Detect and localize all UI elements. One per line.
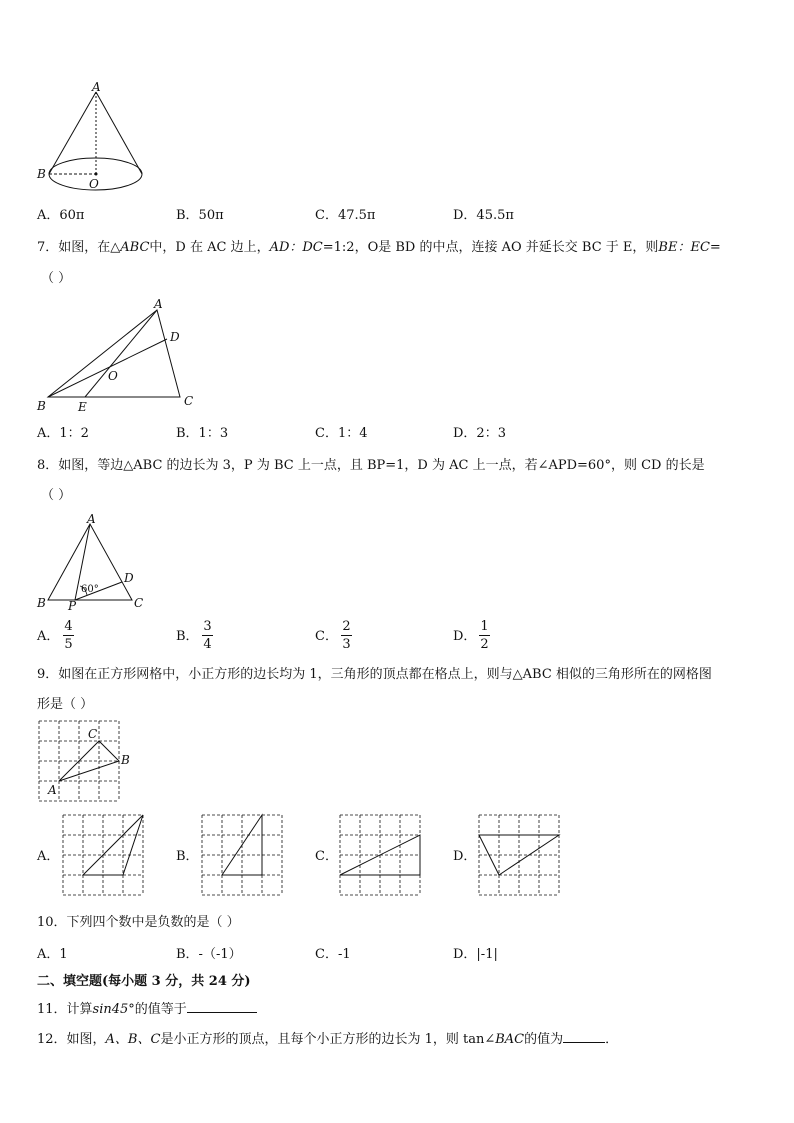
q12-answer-blank[interactable] bbox=[563, 1029, 605, 1043]
q9-option-b-grid bbox=[199, 812, 285, 898]
q11-stem bbox=[37, 999, 257, 1019]
q8-label-p: P bbox=[68, 599, 77, 613]
q9-option-a-letter: A． bbox=[37, 849, 60, 864]
q9-stem-line2: 形是（ ） bbox=[37, 697, 94, 712]
q7-triangle-abc bbox=[48, 310, 180, 397]
q8-option-a-fraction bbox=[63, 619, 74, 652]
q8-option-b-letter: B． bbox=[176, 629, 199, 644]
q6-option-c: C．47.5π bbox=[315, 208, 376, 223]
q10-option-c: C．-1 bbox=[315, 947, 351, 962]
q7-segment-bd bbox=[48, 339, 167, 397]
q11-expression: sin45° bbox=[92, 1002, 135, 1017]
q8-label-angle: 60° bbox=[81, 584, 99, 595]
q8-option-d-den: 2 bbox=[480, 637, 489, 652]
q8-label-d: D bbox=[124, 571, 134, 585]
q12-stem bbox=[37, 1029, 618, 1049]
q9-option-d-letter: D． bbox=[453, 849, 477, 864]
q9-option-a-grid bbox=[60, 812, 146, 898]
q9-option-c-grid bbox=[337, 812, 423, 898]
q12-end: ． bbox=[605, 1032, 619, 1047]
q7-ratio2: BE：EC bbox=[658, 240, 710, 255]
q9-label-c: C bbox=[88, 727, 98, 741]
cone-label-a: A bbox=[92, 80, 101, 94]
q6-option-a: A．60π bbox=[37, 208, 85, 223]
q8-option-c-num: 2 bbox=[342, 619, 351, 634]
q10-option-b: B．-（-1） bbox=[176, 947, 242, 962]
q7-stem bbox=[37, 239, 721, 257]
q12-points: A、B、C bbox=[105, 1032, 161, 1047]
q9-option-c-letter: C． bbox=[315, 849, 338, 864]
q7-option-c: C．1：4 bbox=[315, 426, 368, 441]
q7-segment-ae bbox=[85, 310, 157, 397]
q7-stem-pre: 7．如图，在△ bbox=[37, 240, 121, 255]
q8-option-d-fraction bbox=[479, 619, 490, 652]
q9-option-d-grid bbox=[476, 812, 562, 898]
q7-label-o: O bbox=[108, 369, 118, 383]
q7-option-b: B．1：3 bbox=[176, 426, 229, 441]
q9-option-a-triangle bbox=[83, 815, 143, 875]
q7-triangle-figure bbox=[34, 296, 204, 416]
q7-label-e: E bbox=[78, 400, 87, 414]
cone-figure bbox=[34, 82, 154, 194]
q12-mid: 是小正方形的顶点，且每个小正方形的边长为 1，则 tan∠ bbox=[160, 1032, 496, 1047]
q8-stem: 8．如图，等边△ABC 的边长为 3，P 为 BC 上一点，且 BP=1，D 为 AC 上一点，若∠APD=60°，则 CD 的长是 bbox=[37, 458, 705, 473]
q11-pre: 11．计算 bbox=[37, 1002, 93, 1017]
q10-option-d: D．|-1| bbox=[453, 947, 498, 962]
q7-label-d: D bbox=[170, 330, 180, 344]
q10-stem: 10．下列四个数中是负数的是（ ） bbox=[37, 915, 240, 930]
q12-angle: BAC bbox=[495, 1032, 525, 1047]
q12-post: 的值为 bbox=[524, 1032, 564, 1047]
cone-center-dot bbox=[95, 173, 98, 176]
q7-triangle-name: ABC bbox=[120, 240, 150, 255]
q8-label-b: B bbox=[37, 596, 46, 610]
q8-label-c: C bbox=[134, 596, 144, 610]
cone-label-o: O bbox=[89, 177, 99, 191]
q7-label-c: C bbox=[184, 394, 194, 408]
q8-option-a-num: 4 bbox=[64, 619, 73, 634]
q8-option-a-letter: A． bbox=[37, 629, 60, 644]
q9-label-a: A bbox=[48, 783, 57, 797]
q7-option-d: D．2：3 bbox=[453, 426, 506, 441]
q6-option-d: D．45.5π bbox=[453, 208, 514, 223]
q8-answer-paren: （ ） bbox=[41, 488, 72, 503]
q9-option-b-letter: B． bbox=[176, 849, 199, 864]
q8-option-d-letter: D． bbox=[453, 629, 477, 644]
q8-option-c-letter: C． bbox=[315, 629, 338, 644]
q7-answer-paren: （ ） bbox=[41, 271, 72, 286]
cone-label-b: B bbox=[37, 167, 46, 181]
cone-right-slant bbox=[96, 92, 142, 174]
q7-ratio: AD：DC bbox=[269, 240, 323, 255]
q11-answer-blank[interactable] bbox=[187, 999, 257, 1013]
q12-pre: 12．如图， bbox=[37, 1032, 106, 1047]
q7-option-a: A．1：2 bbox=[37, 426, 89, 441]
q7-label-a: A bbox=[154, 297, 163, 311]
q8-option-b-den: 4 bbox=[203, 637, 212, 652]
q8-option-b-fraction bbox=[202, 619, 213, 652]
q8-option-b-num: 3 bbox=[203, 619, 212, 634]
q8-label-a: A bbox=[87, 512, 96, 526]
q6-option-b: B．50π bbox=[176, 208, 224, 223]
q7-stem-end: = bbox=[709, 240, 721, 255]
q9-label-b: B bbox=[121, 753, 130, 767]
q9-stem-line1: 9．如图在正方形网格中，小正方形的边长均为 1，三角形的顶点都在格点上，则与△ABC 相似的三角形所在的网格图 bbox=[37, 667, 712, 682]
q9-reference-grid bbox=[36, 718, 130, 804]
q7-stem-mid1: 中，D 在 AC 边上， bbox=[149, 240, 270, 255]
q8-option-c-den: 3 bbox=[342, 637, 351, 652]
q8-option-c-fraction bbox=[341, 619, 352, 652]
q8-triangle-figure bbox=[34, 512, 154, 612]
q7-label-b: B bbox=[37, 399, 46, 413]
q8-option-d-num: 1 bbox=[480, 619, 489, 634]
q11-post: 的值等于 bbox=[134, 1002, 187, 1017]
q10-option-a: A．1 bbox=[37, 947, 68, 962]
q8-option-a-den: 5 bbox=[64, 637, 73, 652]
section-title-fill-in: 二、填空题(每小题 3 分，共 24 分) bbox=[37, 974, 251, 989]
cone-left-slant bbox=[49, 92, 96, 174]
q7-stem-mid2: =1:2，O是 BD 的中点，连接 AO 并延长交 BC 于 E，则 bbox=[322, 240, 659, 255]
